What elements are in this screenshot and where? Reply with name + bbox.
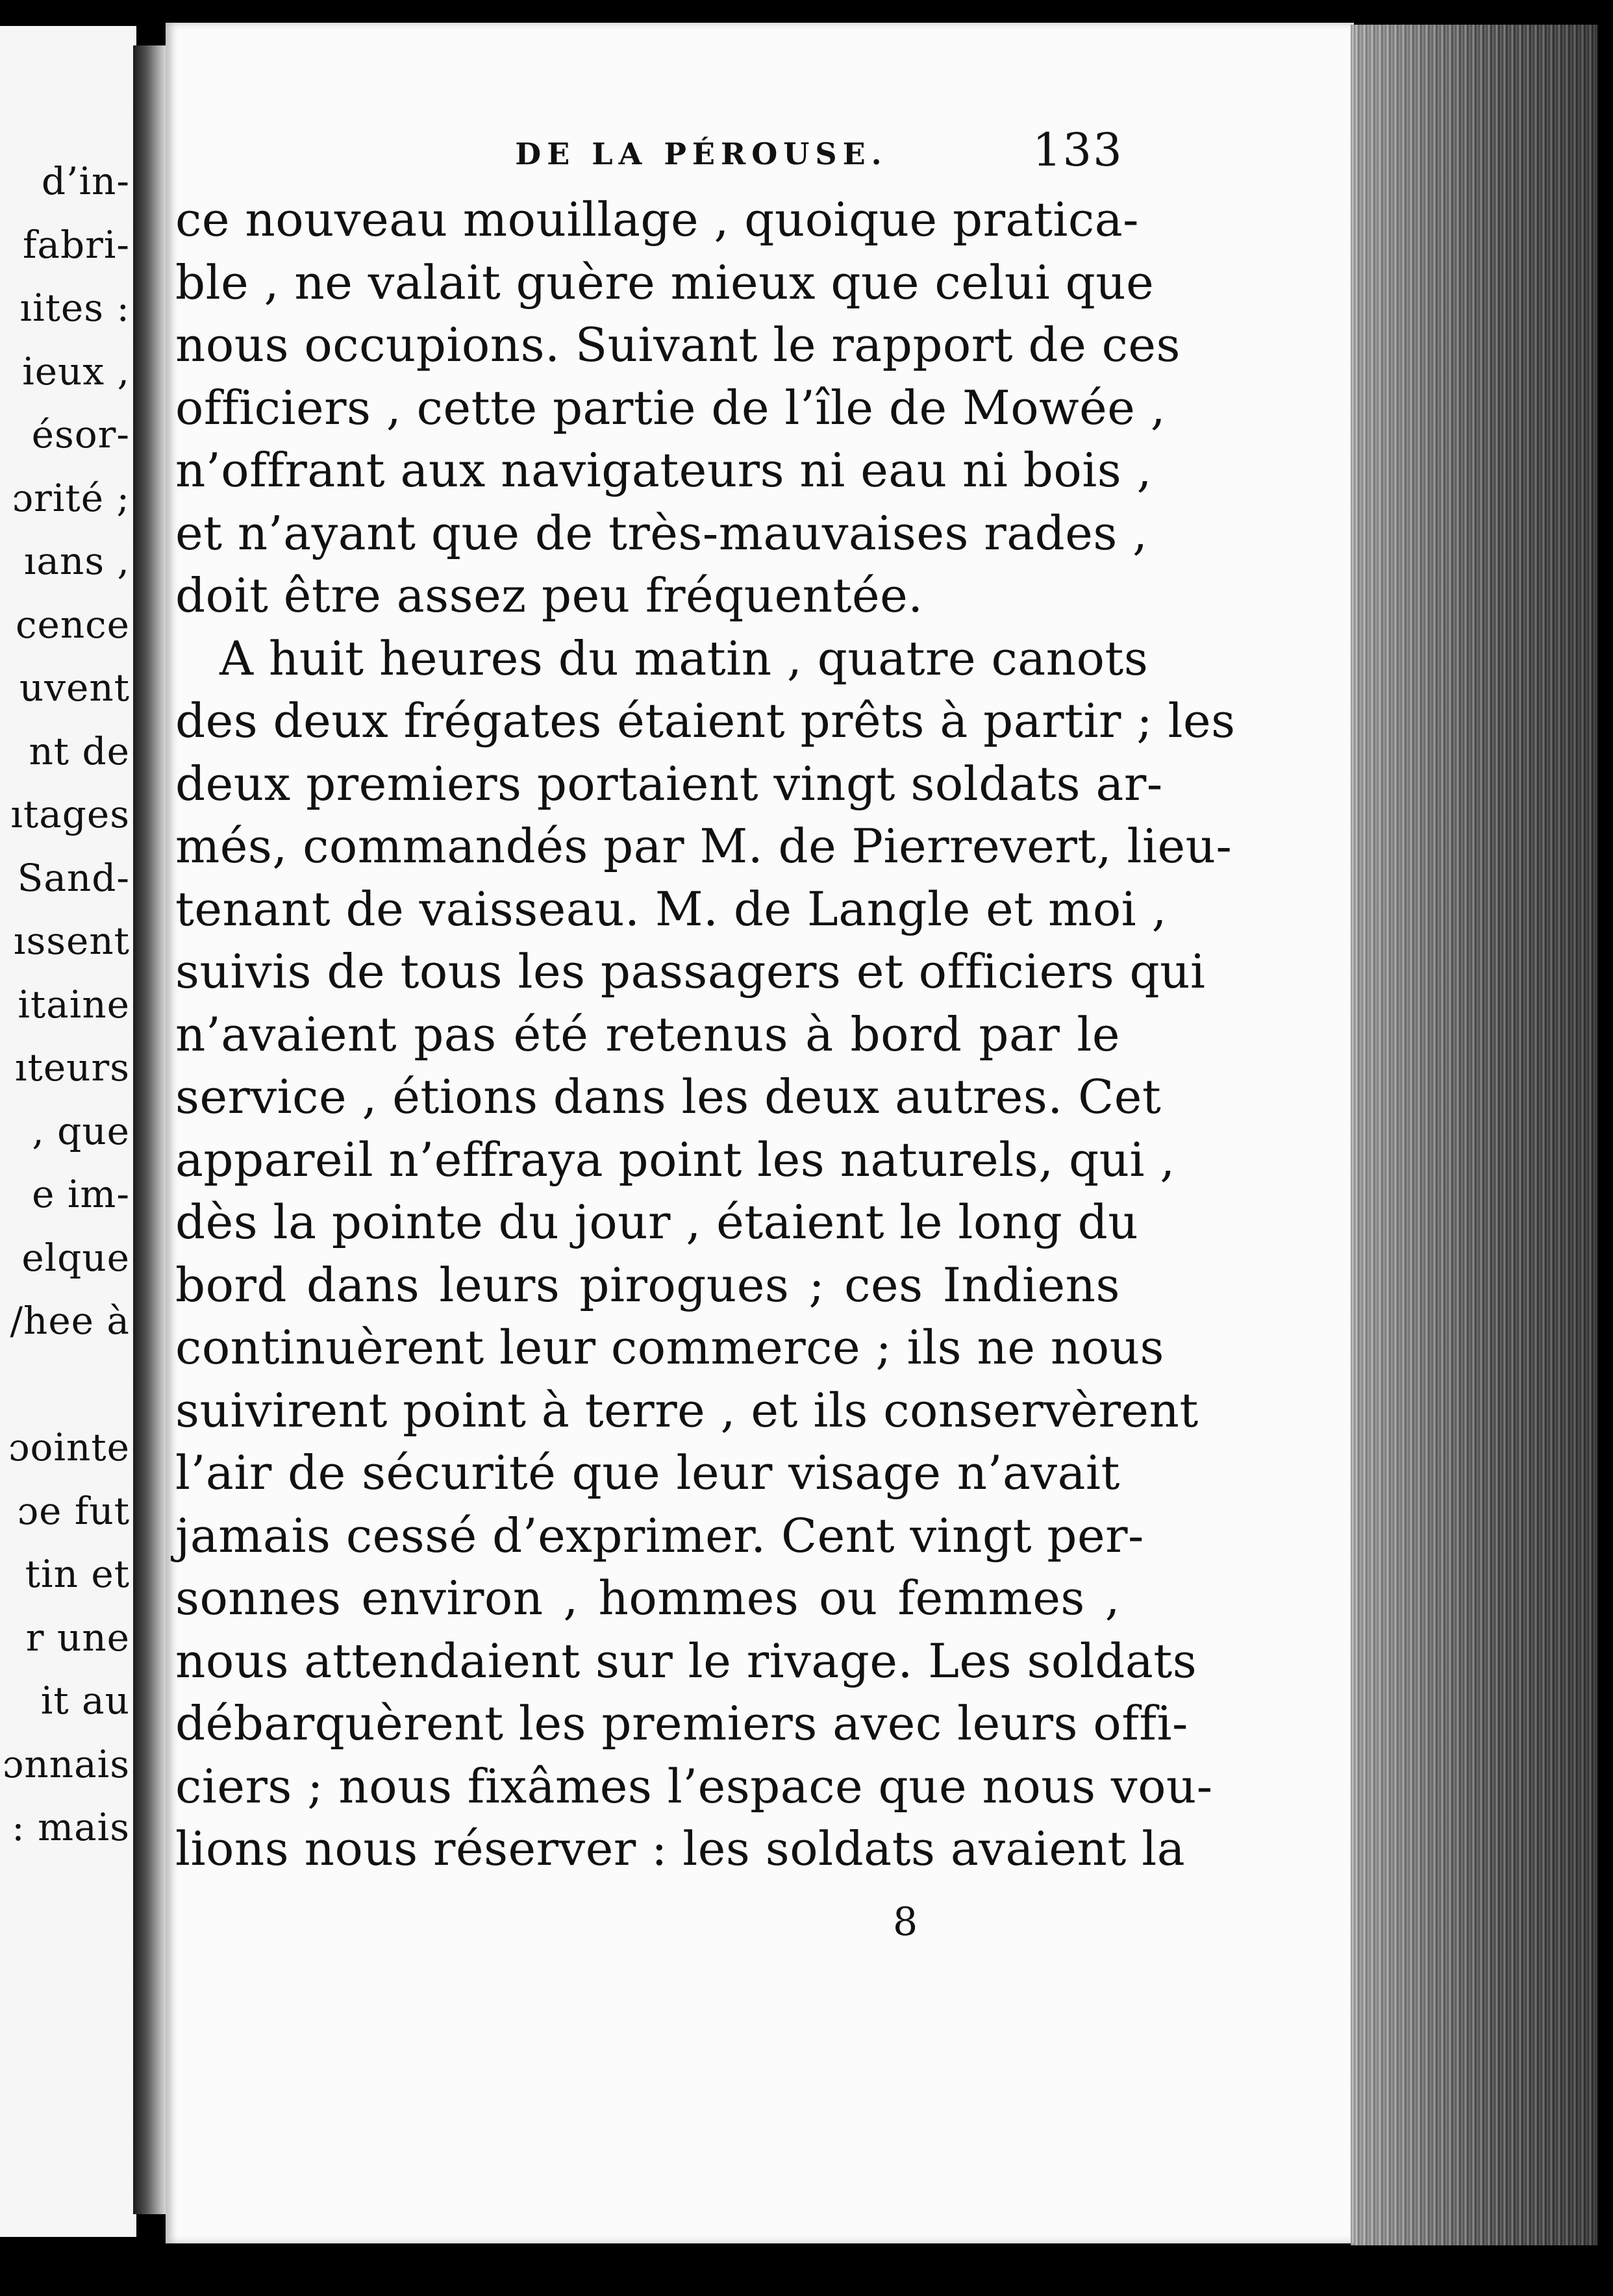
text-line: deux premiers portaient vingt soldats ar-	[175, 756, 1163, 811]
previous-page	[0, 26, 136, 2237]
previous-page-fragment: fabri-	[22, 222, 130, 267]
page-number: 133	[1032, 123, 1123, 177]
previous-page-fragment: tin et	[25, 1552, 130, 1596]
text-line: ciers ; nous fixâmes l’espace que nous vou-	[175, 1758, 1213, 1814]
previous-page-fragment: ıssent	[13, 919, 130, 963]
signature-mark: 8	[893, 1899, 918, 1945]
previous-page-fragment: ıteurs	[14, 1045, 130, 1090]
previous-page-fragment: nt de	[29, 729, 130, 773]
previous-page-fragment: r une	[25, 1615, 130, 1660]
text-line: n’avaient pas été retenus à bord par le	[175, 1006, 1120, 1062]
text-line: appareil n’effraya point les naturels, qui ,	[175, 1132, 1175, 1187]
text-line: jamais cessé d’exprimer. Cent vingt per-	[175, 1508, 1144, 1563]
previous-page-fragment: cence	[16, 602, 130, 647]
text-line: suivis de tous les passagers et officiers qui	[175, 944, 1206, 999]
previous-page-fragment: elque	[21, 1235, 130, 1280]
previous-page-fragment: ıites :	[19, 286, 130, 330]
text-line: débarquèrent les premiers avec leurs offi-	[175, 1696, 1188, 1751]
previous-page-fragment: ıtages	[10, 792, 130, 836]
previous-page-fragment: ɔrité ;	[12, 475, 130, 520]
previous-page-fragment: it au	[40, 1678, 130, 1723]
text-line: des deux frégates étaient prêts à partir ; les	[175, 693, 1236, 748]
text-line: nous attendaient sur le rivage. Les soldats	[175, 1633, 1197, 1688]
previous-page-fragment: Sand-	[17, 855, 130, 900]
previous-page-fragment: ɔnnais	[2, 1741, 130, 1786]
text-line: officiers , cette partie de l’île de Mowée ,	[175, 380, 1166, 435]
previous-page-fragment: uvent	[19, 666, 130, 710]
text-line: doit être assez peu fréquentée.	[175, 568, 923, 623]
previous-page-fragment: d’in-	[41, 159, 130, 203]
previous-page-fragment: ıans ,	[23, 539, 130, 583]
text-line: A huit heures du matin , quatre canots	[219, 630, 1149, 686]
previous-page-fragment: ieux ,	[22, 349, 130, 393]
previous-page-fragment: /hee à	[10, 1299, 130, 1343]
text-line: continuèrent leur commerce ; ils ne nous	[175, 1320, 1164, 1375]
text-line: nous occupions. Suivant le rapport de ces	[175, 318, 1181, 372]
text-line: sonnes environ , hommes ou femmes ,	[175, 1571, 1120, 1625]
previous-page-fragment: ɔe fut	[17, 1488, 130, 1533]
text-line: l’air de sécurité que leur visage n’avait	[175, 1445, 1120, 1500]
previous-page-fragment: e im-	[32, 1172, 130, 1216]
text-line: n’offrant aux navigateurs ni eau ni bois ,	[175, 443, 1152, 497]
body-text	[175, 188, 1236, 1880]
text-line: dès la pointe du jour , étaient le long du	[175, 1195, 1139, 1249]
previous-page-fragment: , que	[32, 1108, 130, 1153]
text-line: tenant de vaisseau. M. de Langle et moi ,	[175, 881, 1167, 936]
previous-page-fragment: itaine	[18, 982, 130, 1027]
text-line: service , étions dans les deux autres. Cet	[175, 1069, 1162, 1124]
previous-page-fragment: ésor-	[31, 412, 130, 456]
text-line: més, commandés par M. de Pierrevert, lieu-	[175, 819, 1232, 873]
text-line: bord dans leurs pirogues ; ces Indiens	[175, 1257, 1120, 1312]
page-edge-stack	[1351, 25, 1597, 2245]
text-line: suivirent point à terre , et ils conservèrent	[175, 1382, 1199, 1438]
text-line: ce nouveau mouillage , quoique pratica-	[175, 192, 1140, 247]
running-head: DE LA PÉROUSE.	[515, 136, 888, 171]
text-line: ble , ne valait guère mieux que celui que	[175, 255, 1155, 310]
text-line: lions nous réserver : les soldats avaient la	[175, 1821, 1186, 1876]
previous-page-fragment: : mais	[12, 1805, 130, 1849]
previous-page-fragment: ɔointe	[8, 1425, 130, 1469]
text-line: et n’ayant que de très-mauvaises rades ,	[175, 505, 1148, 560]
